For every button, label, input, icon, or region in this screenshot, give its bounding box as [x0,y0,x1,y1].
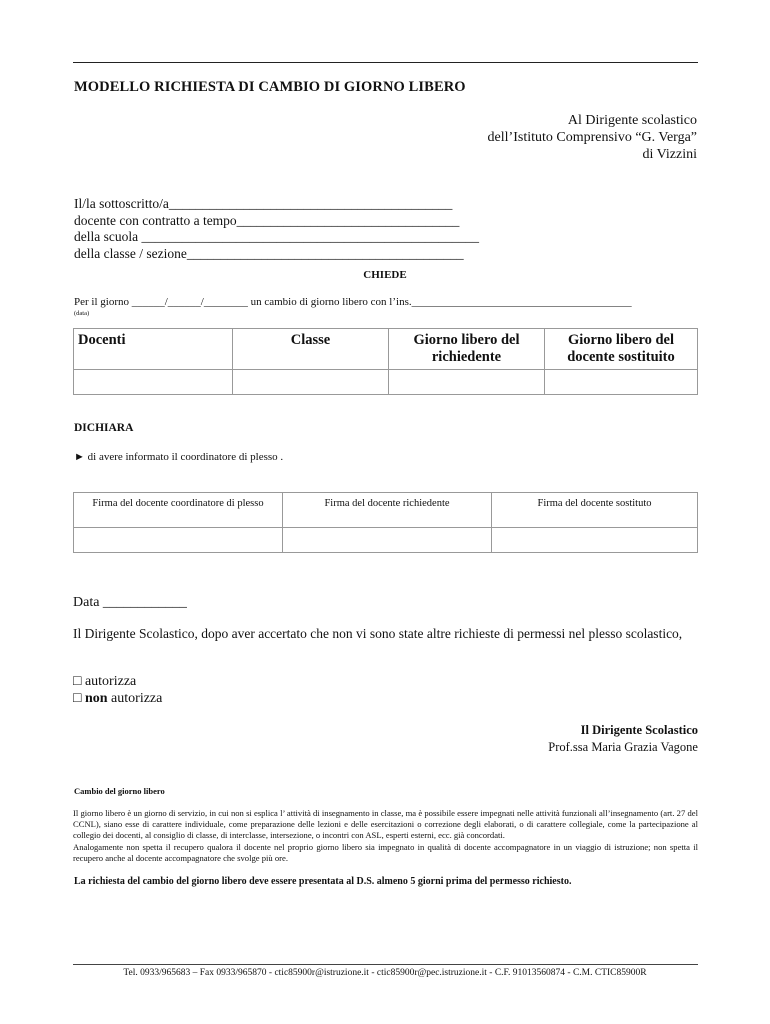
signature-name: Prof.ssa Maria Grazia Vagone [548,740,698,754]
dichiara-heading: DICHIARA [74,422,134,434]
notes-title: Cambio del giorno libero [74,786,165,796]
recipient-line: di Vizzini [642,147,697,162]
dichiara-item: ► di avere informato il coordinatore di plesso . [74,451,284,463]
giorno-richiedente-cell[interactable] [389,370,545,395]
class-field[interactable]: della classe / sezione_________________________________________ [74,245,464,261]
authorize-word: autorizza [107,691,163,706]
classe-cell[interactable] [233,370,389,395]
header-firma-sostituto: Firma del docente sostituto [492,493,698,528]
firma-coordinatore-cell[interactable] [74,528,283,553]
notes-deadline: La richiesta del cambio del giorno libero deve essere presentata al D.S. almeno 5 giorni prima del permesso richiesto. [74,876,572,887]
firma-richiedente-cell[interactable] [283,528,492,553]
chiede-heading: CHIEDE [363,269,407,281]
top-rule [73,62,698,63]
decision-options [73,673,162,707]
authorize-checkbox[interactable]: □ autorizza [73,674,137,689]
notes-text [73,808,698,864]
signature-role: Il Dirigente Scolastico [580,723,698,737]
declarant-block [74,196,479,262]
checkbox-glyph: □ [73,691,85,706]
footer-contacts: Tel. 0933/965683 – Fax 0933/965870 - ctic85900r@istruzione.it - ctic85900r@pec.istruzione.it - C.F. 91013560874 - C.M. CTIC85900R [123,968,647,978]
footer-rule [73,964,698,965]
non-word: non [84,691,108,706]
table-row [74,370,698,395]
table-row [74,528,698,553]
recipient-address [488,112,697,163]
date-hint: (data) [74,310,90,317]
signature-block [548,722,698,756]
giorno-sostituito-cell[interactable] [545,370,698,395]
name-field[interactable]: Il/la sottoscritto/a__________________________________________ [74,196,453,211]
not-authorize-checkbox[interactable] [73,690,162,707]
recipient-line: Al Dirigente scolastico [567,113,697,128]
header-classe: Classe [233,329,389,370]
docenti-cell[interactable] [74,370,233,395]
table-header-row [74,329,698,370]
date-field[interactable]: Data ____________ [73,595,187,610]
header-firma-richiedente: Firma del docente richiedente [283,493,492,528]
school-field[interactable]: della scuola __________________________________________________ [74,229,479,244]
notes-paragraph: Analogamente non spetta il recupero qualora il docente nel proprio giorno libero sia impegnato in qualità di docente accompagnatore in un viaggio di istruzione; non spetta il recupero anche al docente accompagnatore che svolge più ore. [73,841,698,863]
header-giorno-sostituito: Giorno libero del docente sostituito [545,329,698,370]
exchange-table [73,328,698,395]
header-docenti: Docenti [74,329,233,370]
header-firma-coordinatore: Firma del docente coordinatore di plesso [74,493,283,528]
signature-table [73,492,698,553]
notes-paragraph: Il giorno libero è un giorno di servizio, in cui non si esplica l’ attività di insegnamento in classe, ma è possibile essere impegnati nelle attività funzionali all’insegnamento (art. 27 del CCNL), siano esse di carattere individuale, come preparazione delle lezioni e delle esercitazioni o correzione degli elaborati, o di carattere collegiale, come la partecipazione al collegio dei docenti, al consiglio di classe, di interclasse, intersezione, o incontri con ASL, esperti esterni, ecc. già concordati. [73,808,698,841]
firma-sostituto-cell[interactable] [492,528,698,553]
recipient-line: dell’Istituto Comprensivo “G. Verga” [487,130,697,145]
request-line[interactable]: Per il giorno ______/______/________ un cambio di giorno libero con l’ins.________________________________________ [74,296,632,308]
page-title: MODELLO RICHIESTA DI CAMBIO DI GIORNO LIBERO [74,79,466,95]
contract-field[interactable]: docente con contratto a tempo_________________________________ [74,212,460,228]
header-giorno-richiedente: Giorno libero del richiedente [389,329,545,370]
table-header-row [74,493,698,528]
ds-paragraph: Il Dirigente Scolastico, dopo aver accertato che non vi sono state altre richieste di permessi nel plesso scolastico, [73,626,683,641]
